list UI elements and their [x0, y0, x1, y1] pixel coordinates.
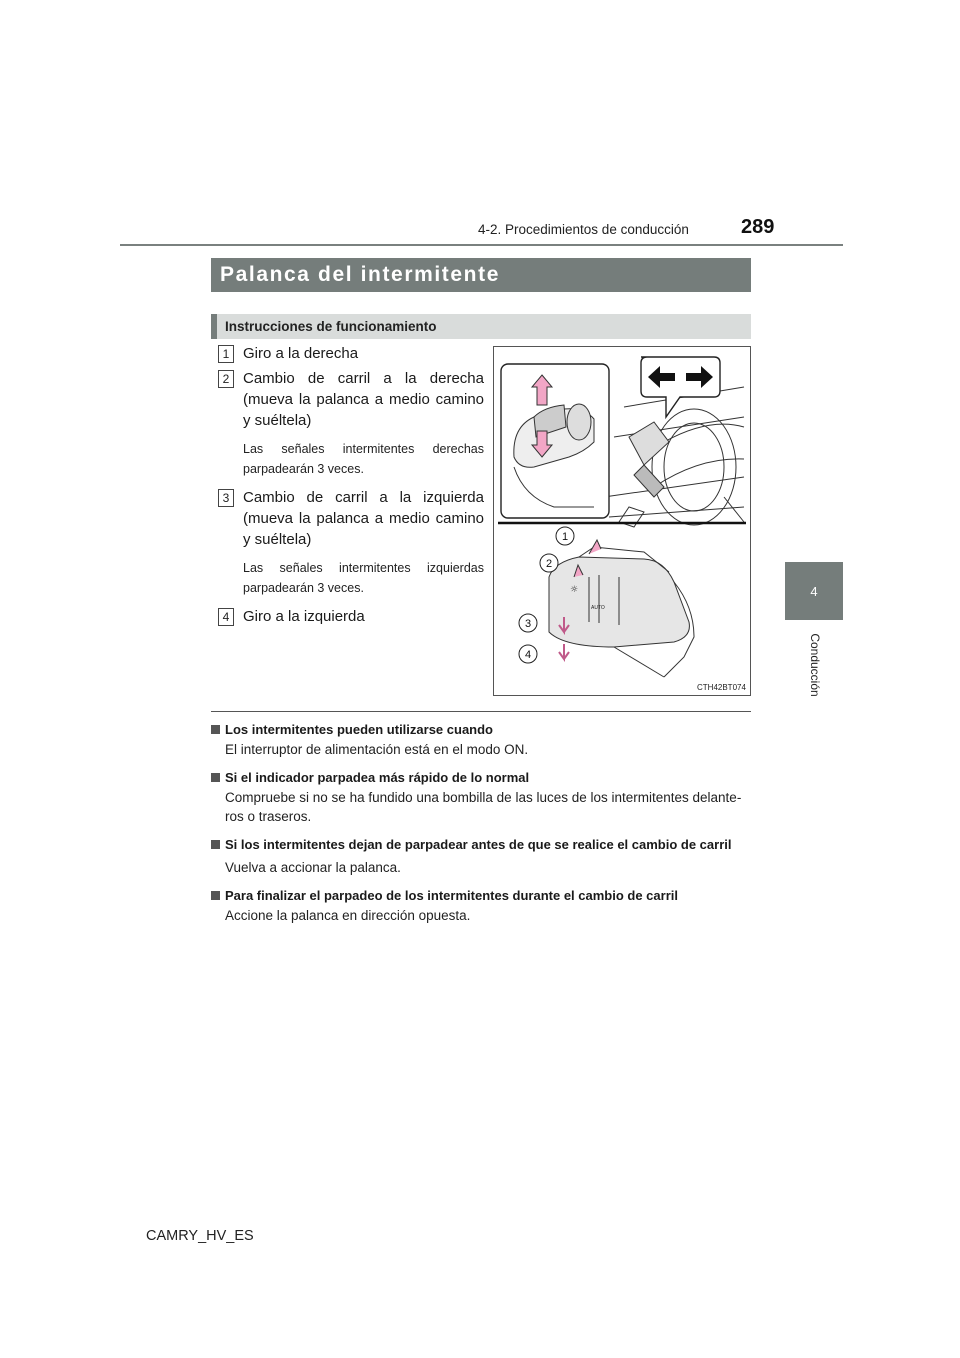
step-note: Las señales intermitentes derechas parpadearán 3 veces. — [243, 442, 484, 476]
step-text: Cambio de carril a la izquierda (mueva la palanca a medio camino y suéltela) — [243, 489, 484, 548]
step-number-box: 3 — [218, 489, 234, 507]
chapter-tab — [785, 562, 843, 620]
step-number-box: 1 — [218, 345, 234, 363]
note-body: El interruptor de alimentación está en el modo ON. — [225, 742, 529, 757]
callout-3 — [519, 614, 537, 632]
note-item — [211, 886, 751, 925]
note-item — [211, 768, 751, 826]
note-item — [211, 720, 751, 759]
page-title: Palanca del intermitente — [220, 263, 500, 286]
step-text: Cambio de carril a la derecha (mueva la palanca a medio camino y suéltela) — [243, 370, 484, 429]
step-number-box: 2 — [218, 370, 234, 388]
direction-bubble — [641, 357, 720, 417]
notes-section — [211, 720, 751, 934]
bullet-square-icon — [211, 891, 220, 900]
chapter-label: Conducción — [808, 633, 822, 697]
page-number: 289 — [741, 216, 775, 238]
note-heading: Si los intermitentes dejan de parpadear antes de que se realice el cambio de carril — [225, 837, 732, 852]
dashboard-scene — [604, 387, 744, 527]
svg-text:2: 2 — [545, 558, 553, 570]
note-body: Accione la palanca en dirección opuesta. — [225, 908, 471, 923]
bullet-square-icon — [211, 840, 220, 849]
turn-signal-lever-illustration — [493, 346, 751, 696]
chapter-label-container — [760, 630, 870, 700]
callout-4 — [519, 645, 537, 663]
hand-inset — [501, 364, 609, 518]
section-path: 4-2. Procedimientos de conducción — [478, 222, 689, 237]
chapter-number: 4 — [810, 583, 818, 599]
step-number-box: 4 — [218, 608, 234, 626]
step-1 — [218, 343, 484, 364]
callout-2 — [540, 554, 558, 572]
step-text: Giro a la derecha — [243, 345, 359, 362]
note-heading: Para finalizar el parpadeo de los intermitentes durante el cambio de carril — [225, 888, 678, 903]
note-heading: Si el indicador parpadea más rápido de lo normal — [225, 770, 530, 785]
subsection-accent — [211, 314, 217, 339]
svg-text:4: 4 — [524, 649, 532, 661]
bullet-square-icon — [211, 725, 220, 734]
svg-text:3: 3 — [524, 618, 532, 630]
callout-1 — [556, 527, 574, 545]
note-heading: Los intermitentes pueden utilizarse cuando — [225, 722, 493, 737]
step-2 — [218, 368, 484, 431]
callout-arrow-4 — [559, 644, 569, 659]
model-code: CAMRY_HV_ES — [146, 1228, 254, 1244]
lever-closeup — [519, 527, 694, 677]
auto-label: AUTO — [591, 605, 605, 611]
note-item — [211, 835, 751, 877]
callout-arrow-1 — [589, 540, 601, 554]
svg-text:1: 1 — [561, 531, 569, 543]
note-body: Vuelva a accionar la palanca. — [225, 860, 401, 875]
lever-diagram — [494, 347, 750, 695]
header-divider — [120, 244, 843, 246]
light-icon: ☼ — [570, 585, 579, 595]
subsection-title: Instrucciones de funcionamiento — [225, 319, 437, 334]
step-note: Las señales intermitentes izquierdas parpadearán 3 veces. — [243, 561, 484, 595]
step-3 — [218, 487, 484, 550]
bullet-square-icon — [211, 773, 220, 782]
notes-divider — [211, 711, 751, 712]
page-title-bar — [211, 258, 751, 292]
instruction-steps — [218, 343, 484, 627]
step-4 — [218, 606, 484, 627]
figure-code: CTH42BT074 — [697, 683, 746, 692]
note-body: Compruebe si no se ha fundido una bombilla de las luces de los intermitentes delante-ros o traseros. — [225, 790, 742, 824]
step-text: Giro a la izquierda — [243, 608, 365, 625]
subsection-bar — [211, 314, 751, 339]
